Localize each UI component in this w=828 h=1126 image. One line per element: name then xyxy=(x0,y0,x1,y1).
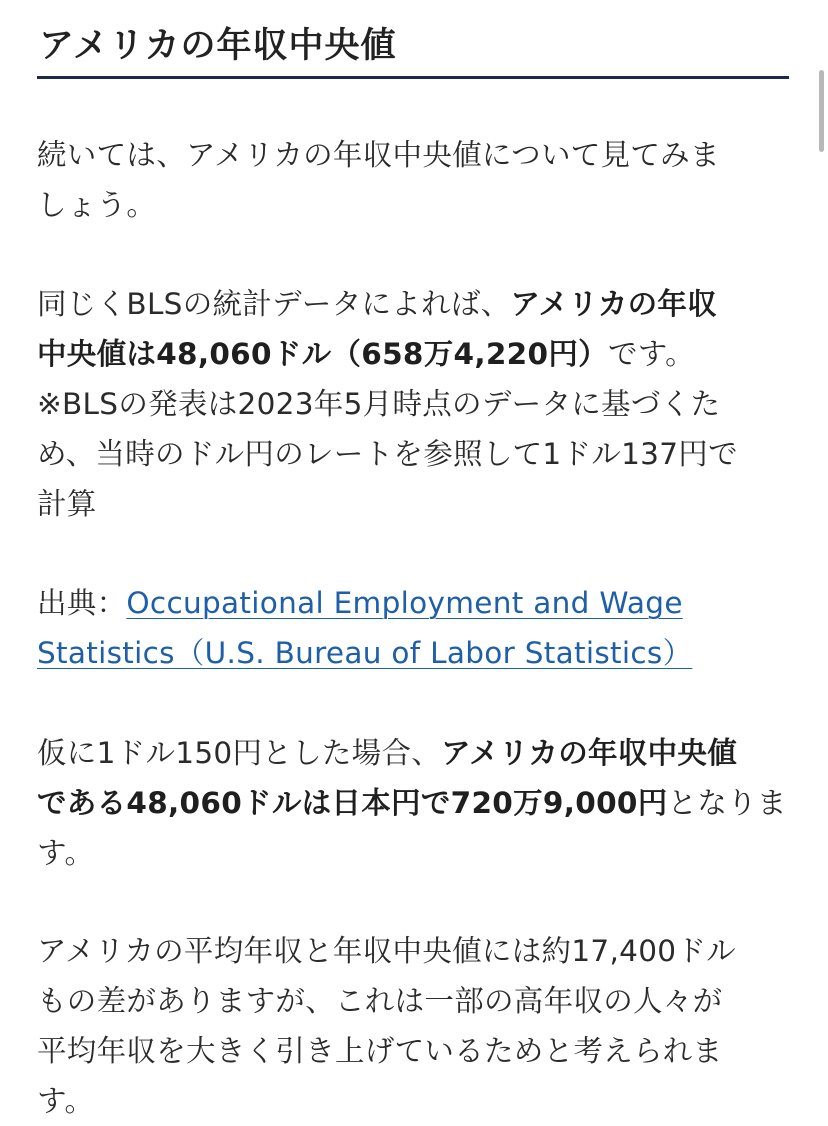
source-label: 出典： xyxy=(37,586,127,620)
paragraph-median-line-1 xyxy=(37,279,789,329)
vertical-scrollbar[interactable] xyxy=(819,70,824,152)
paragraph-intro-line-1: 続いては、アメリカの年収中央値について見てみま xyxy=(37,138,720,172)
source-link[interactable]: Occupational Employment and Wage xyxy=(126,586,683,620)
paragraph-median-line-2 xyxy=(37,329,789,379)
gap-line-2: もの差がありますが、これは一部の高年収の人々が xyxy=(37,984,723,1018)
section-heading xyxy=(37,0,789,79)
median-text-plain: 同じくBLSの統計データによれば、 xyxy=(37,287,511,321)
gap-line-4: す。 xyxy=(37,1084,95,1118)
section-heading-text: アメリカの年収中央値 xyxy=(39,26,397,66)
median-value-bold: 中央値は48,060ドル（658万4,220円） xyxy=(37,337,608,371)
source-link-continued[interactable]: Statistics（U.S. Bureau of Labor Statistics） xyxy=(37,636,693,670)
conversion-line-3: す。 xyxy=(37,836,95,870)
conversion-value-bold: である48,060ドルは日本円で720万9,000円 xyxy=(37,786,668,820)
gap-line-1: アメリカの平均年収と年収中央値には約17,400ドル xyxy=(37,934,736,968)
median-note-line-2: め、当時のドル円のレートを参照して1ドル137円で xyxy=(37,437,738,471)
conversion-text-bold: アメリカの年収中央値 xyxy=(441,736,738,770)
conversion-line-2 xyxy=(37,778,789,828)
median-value-suffix: です。 xyxy=(607,337,695,371)
paragraph-intro xyxy=(37,130,789,230)
conversion-text-plain: 仮に1ドル150円とした場合、 xyxy=(37,736,442,770)
paragraph-yen-conversion xyxy=(37,728,789,878)
median-note-line-1: ※BLSの発表は2023年5月時点のデータに基づくた xyxy=(37,387,721,421)
conversion-line-1 xyxy=(37,728,789,778)
median-text-bold: アメリカの年収 xyxy=(510,287,718,321)
paragraph-intro-line-2: しょう。 xyxy=(37,188,157,222)
article-body xyxy=(37,0,789,1126)
paragraph-median-salary xyxy=(37,279,789,529)
median-note-line-3: 計算 xyxy=(37,487,97,521)
paragraph-gap-explanation xyxy=(37,926,789,1126)
paragraph-source xyxy=(37,578,789,678)
source-line-1 xyxy=(37,578,789,628)
source-line-2 xyxy=(37,628,789,678)
conversion-value-suffix: となりま xyxy=(667,786,787,820)
gap-line-3: 平均年収を大きく引き上げているためと考えられま xyxy=(37,1034,723,1068)
